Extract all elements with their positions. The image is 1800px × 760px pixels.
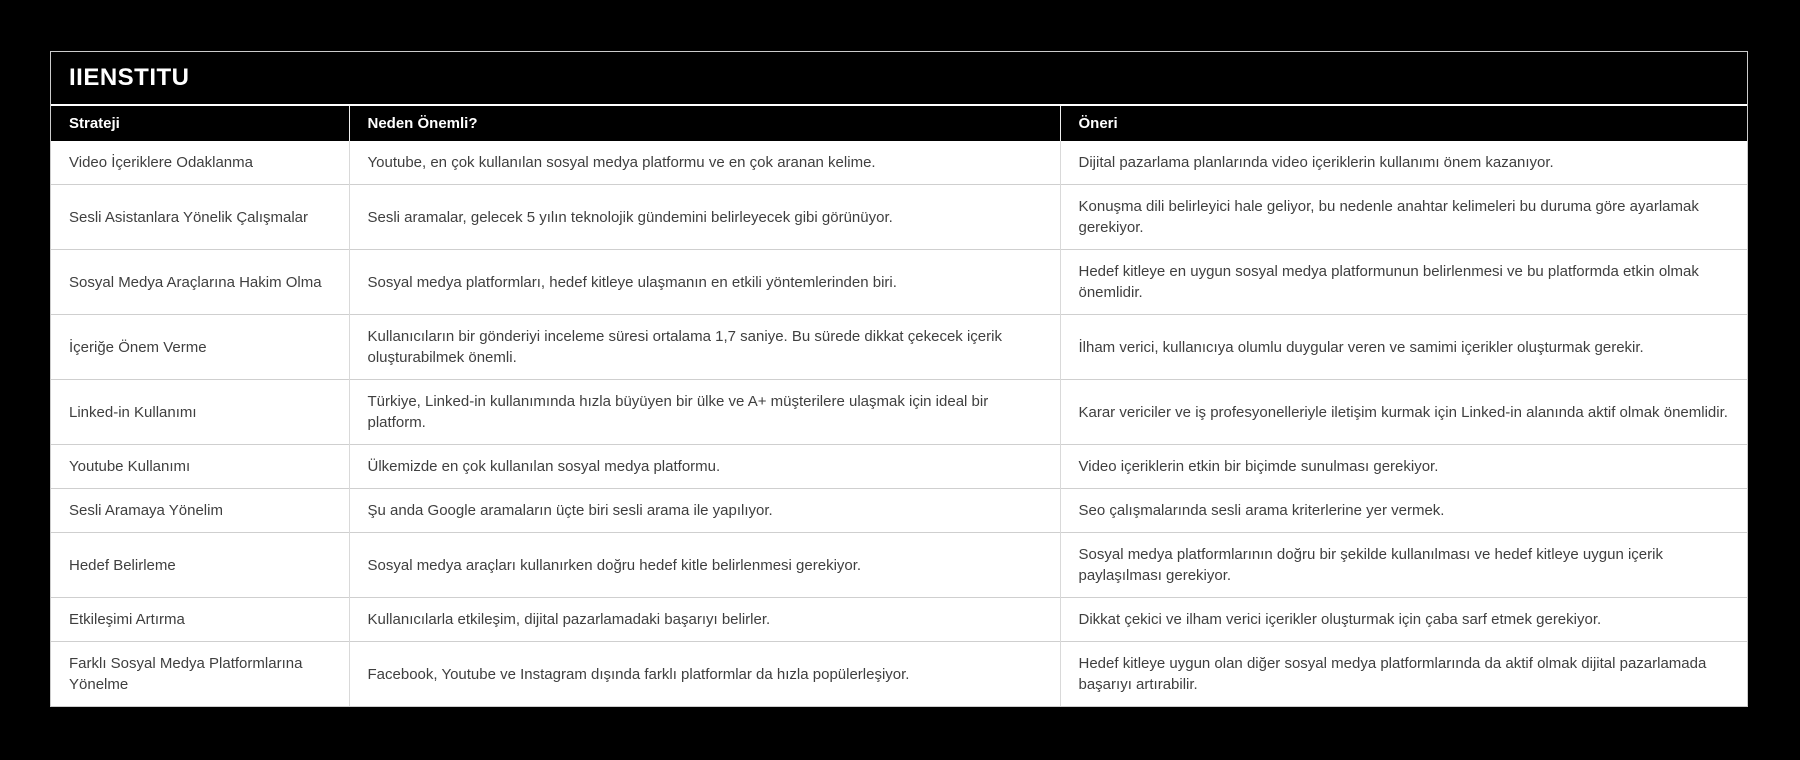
cell-why: Sosyal medya platformları, hedef kitleye ulaşmanın en etkili yöntemlerinden biri. [349, 250, 1060, 315]
cell-why: Kullanıcıların bir gönderiyi inceleme süresi ortalama 1,7 saniye. Bu sürede dikkat çekecek içerik oluşturabilmek önemli. [349, 315, 1060, 380]
table-row [51, 315, 1747, 380]
cell-strategy: Sesli Asistanlara Yönelik Çalışmalar [51, 185, 349, 250]
cell-suggestion: Konuşma dili belirleyici hale geliyor, bu nedenle anahtar kelimeleri bu duruma göre ayarlamak gerekiyor. [1060, 185, 1747, 250]
column-header-neden-onemli: Neden Önemli? [349, 106, 1060, 141]
cell-suggestion: Hedef kitleye uygun olan diğer sosyal medya platformlarında da aktif olmak dijital pazarlamada başarıyı artırabilir. [1060, 642, 1747, 707]
cell-strategy: Sosyal Medya Araçlarına Hakim Olma [51, 250, 349, 315]
cell-suggestion: İlham verici, kullanıcıya olumlu duygular veren ve samimi içerikler oluşturmak gerekir. [1060, 315, 1747, 380]
table-row [51, 380, 1747, 445]
cell-strategy: Hedef Belirleme [51, 533, 349, 598]
table-header-row [51, 106, 1747, 141]
table-row [51, 533, 1747, 598]
strategy-table [51, 106, 1747, 706]
cell-suggestion: Hedef kitleye en uygun sosyal medya platformunun belirlenmesi ve bu platformda etkin olmak önemlidir. [1060, 250, 1747, 315]
table-row [51, 445, 1747, 489]
cell-strategy: Video İçeriklere Odaklanma [51, 141, 349, 185]
cell-why: Youtube, en çok kullanılan sosyal medya platformu ve en çok aranan kelime. [349, 141, 1060, 185]
column-header-oneri: Öneri [1060, 106, 1747, 141]
cell-suggestion: Video içeriklerin etkin bir biçimde sunulması gerekiyor. [1060, 445, 1747, 489]
title-bar [51, 52, 1747, 106]
table-row [51, 489, 1747, 533]
cell-strategy: Farklı Sosyal Medya Platformlarına Yönelme [51, 642, 349, 707]
cell-why: Ülkemizde en çok kullanılan sosyal medya platformu. [349, 445, 1060, 489]
cell-why: Kullanıcılarla etkileşim, dijital pazarlamadaki başarıyı belirler. [349, 598, 1060, 642]
table-row [51, 185, 1747, 250]
table-row [51, 250, 1747, 315]
brand-title: IIENSTITU [69, 64, 190, 91]
cell-why: Şu anda Google aramaların üçte biri sesli arama ile yapılıyor. [349, 489, 1060, 533]
cell-suggestion: Dikkat çekici ve ilham verici içerikler oluşturmak için çaba sarf etmek gerekiyor. [1060, 598, 1747, 642]
cell-why: Sosyal medya araçları kullanırken doğru hedef kitle belirlenmesi gerekiyor. [349, 533, 1060, 598]
cell-strategy: Linked-in Kullanımı [51, 380, 349, 445]
cell-why: Facebook, Youtube ve Instagram dışında farklı platformlar da hızla popülerleşiyor. [349, 642, 1060, 707]
cell-suggestion: Sosyal medya platformlarının doğru bir şekilde kullanılması ve hedef kitleye uygun içerik paylaşılması gerekiyor. [1060, 533, 1747, 598]
cell-strategy: Youtube Kullanımı [51, 445, 349, 489]
cell-strategy: Etkileşimi Artırma [51, 598, 349, 642]
cell-strategy: İçeriğe Önem Verme [51, 315, 349, 380]
table-row [51, 598, 1747, 642]
cell-why: Türkiye, Linked-in kullanımında hızla büyüyen bir ülke ve A+ müşterilere ulaşmak için ideal bir platform. [349, 380, 1060, 445]
cell-why: Sesli aramalar, gelecek 5 yılın teknolojik gündemini belirleyecek gibi görünüyor. [349, 185, 1060, 250]
cell-strategy: Sesli Aramaya Yönelim [51, 489, 349, 533]
column-header-strateji: Strateji [51, 106, 349, 141]
strategy-table-card [50, 51, 1748, 707]
cell-suggestion: Karar vericiler ve iş profesyonelleriyle iletişim kurmak için Linked-in alanında aktif olmak önemlidir. [1060, 380, 1747, 445]
cell-suggestion: Seo çalışmalarında sesli arama kriterlerine yer vermek. [1060, 489, 1747, 533]
cell-suggestion: Dijital pazarlama planlarında video içeriklerin kullanımı önem kazanıyor. [1060, 141, 1747, 185]
table-row [51, 642, 1747, 707]
table-row [51, 141, 1747, 185]
